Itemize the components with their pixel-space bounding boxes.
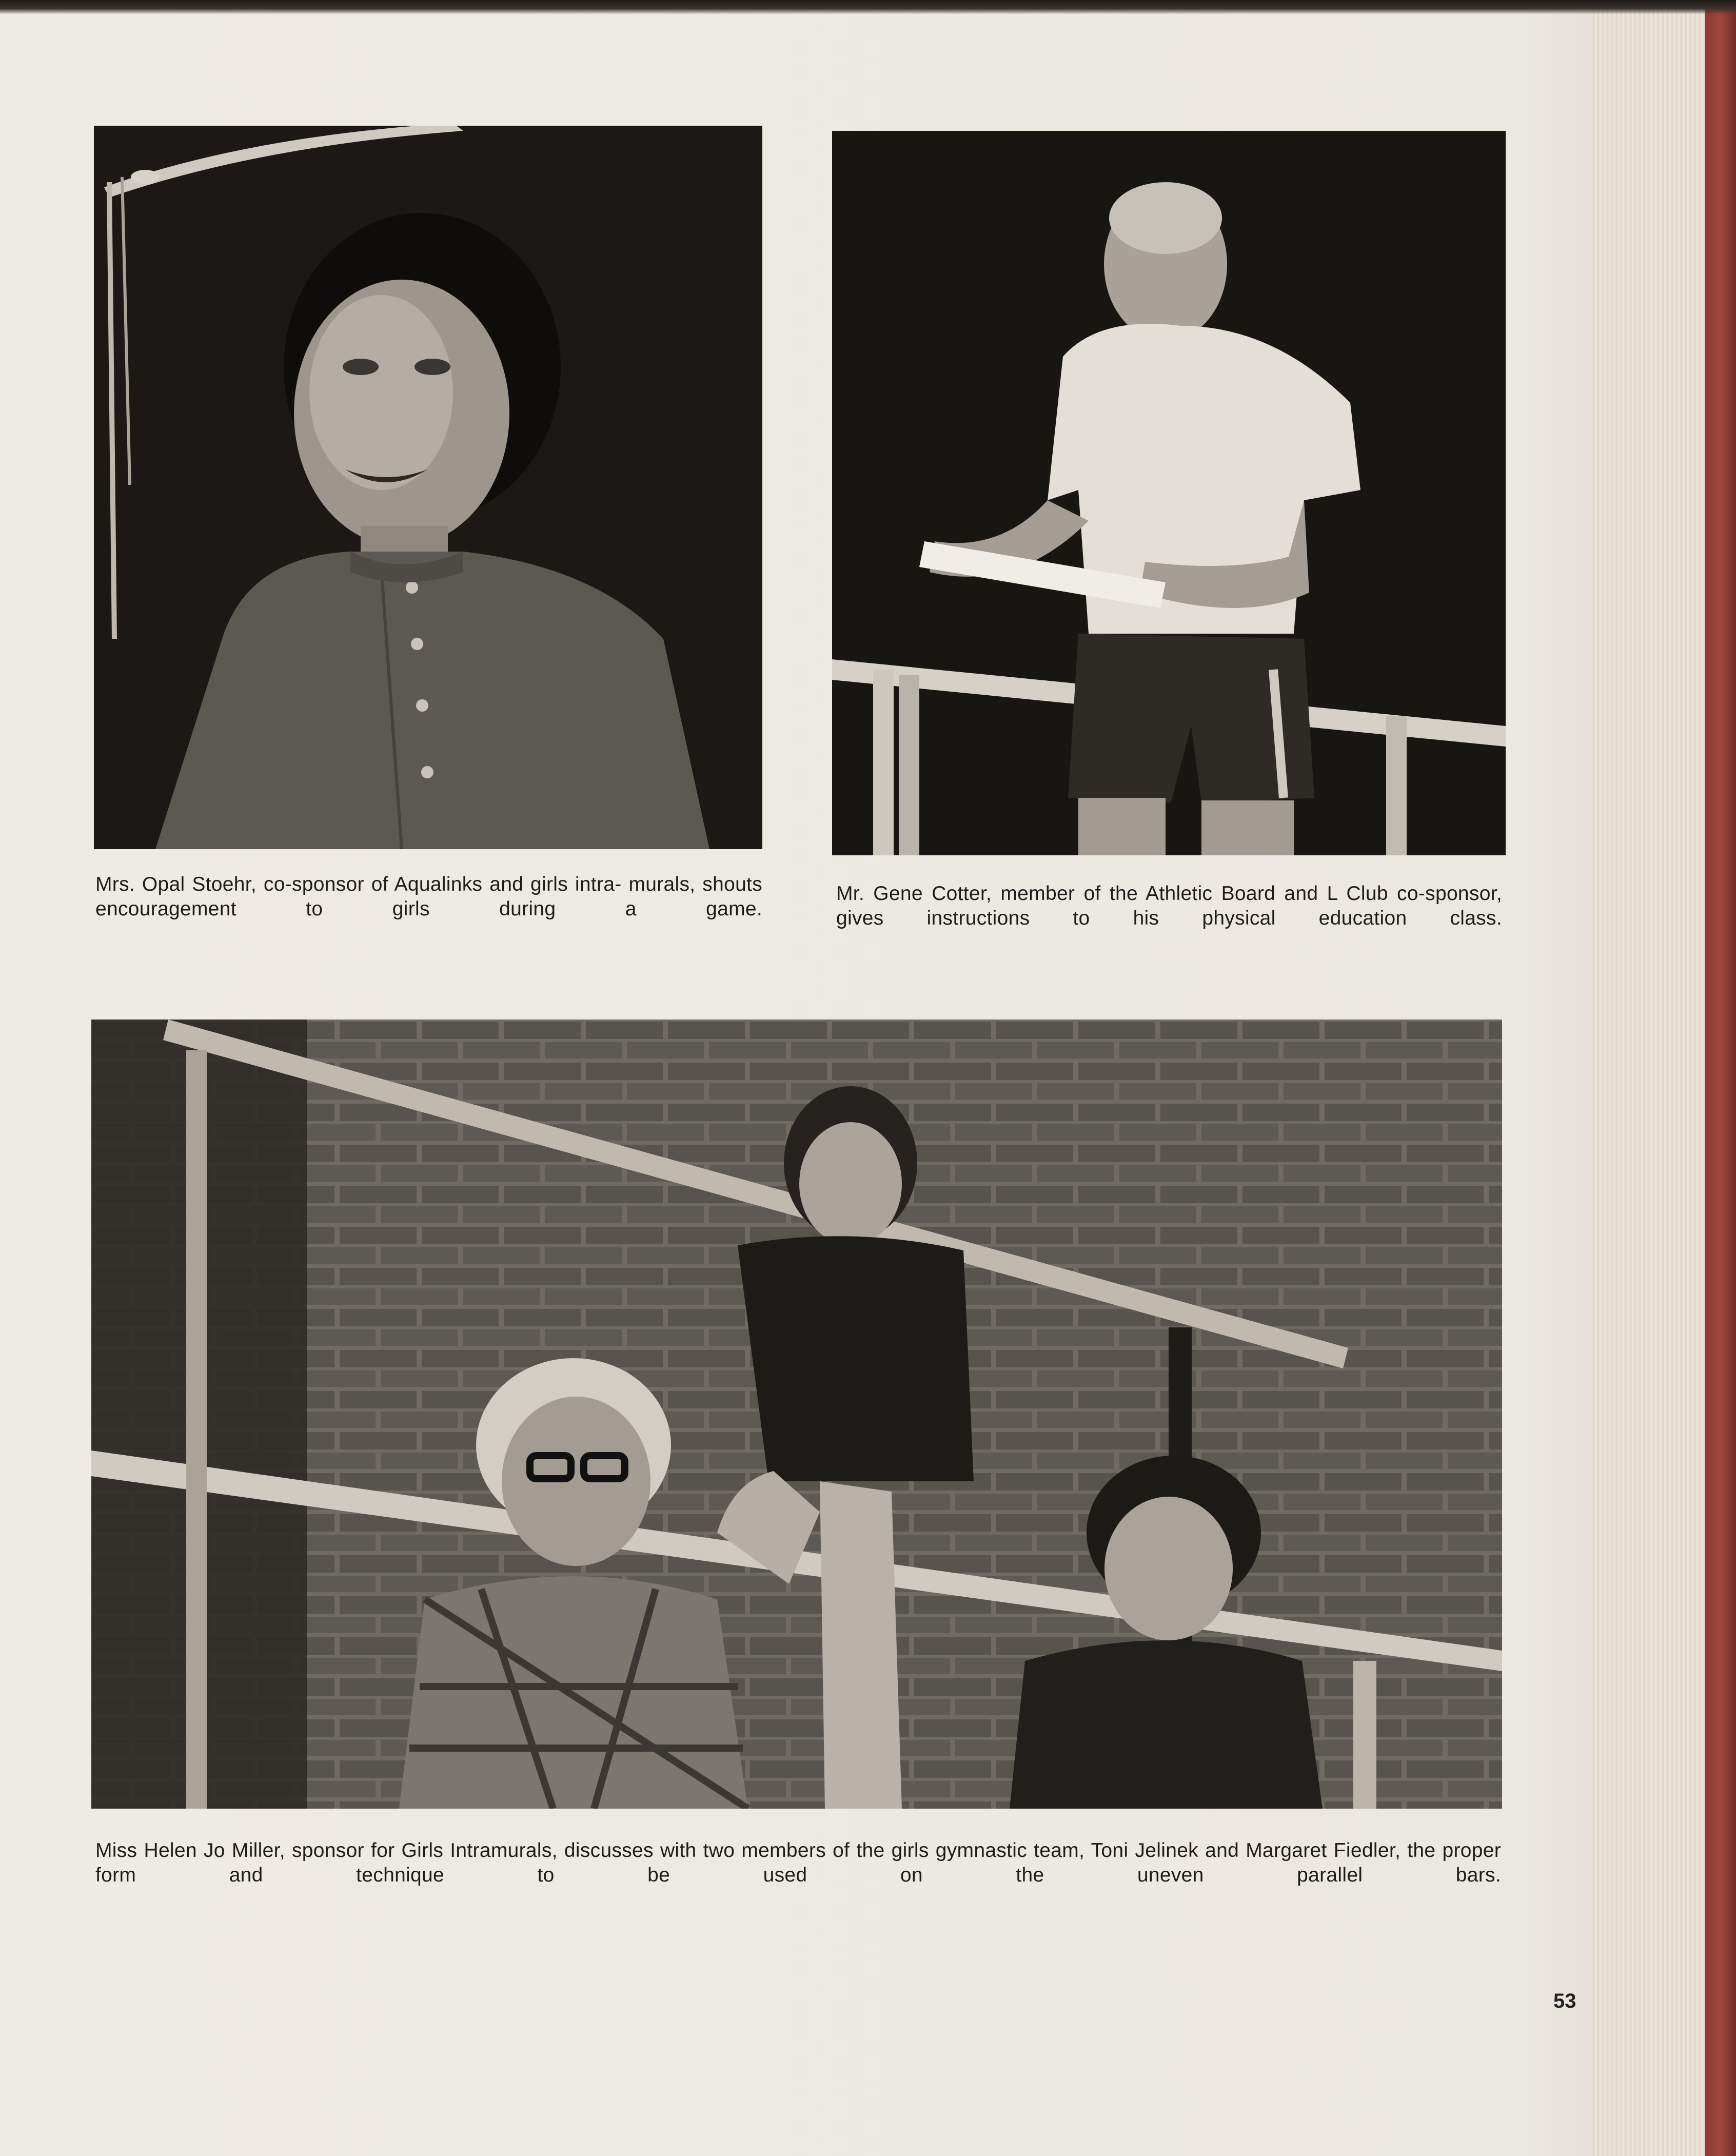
top-shadow bbox=[0, 0, 1736, 14]
caption-gymnastics: Miss Helen Jo Miller, sponsor for Girls Intramurals, discusses with two members of the girls gymnastic team, Toni Jelinek and Margaret Fiedler, the proper form and technique to be used on the uneven parallel bars. bbox=[95, 1839, 1501, 1886]
caption-cotter: Mr. Gene Cotter, member of the Athletic Board and L Club co-sponsor, gives instructions to his physical education class. bbox=[836, 883, 1502, 929]
page-number: 53 bbox=[1553, 1990, 1576, 2012]
book-cover-edge bbox=[1705, 0, 1736, 2156]
photo-gymnastics bbox=[91, 1020, 1502, 1809]
photo-stoehr bbox=[94, 126, 762, 849]
photo-cotter bbox=[832, 131, 1506, 855]
caption-stoehr: Mrs. Opal Stoehr, co-sponsor of Aqualinks and girls intra- murals, shouts encouragement to girls during a game. bbox=[95, 873, 762, 920]
